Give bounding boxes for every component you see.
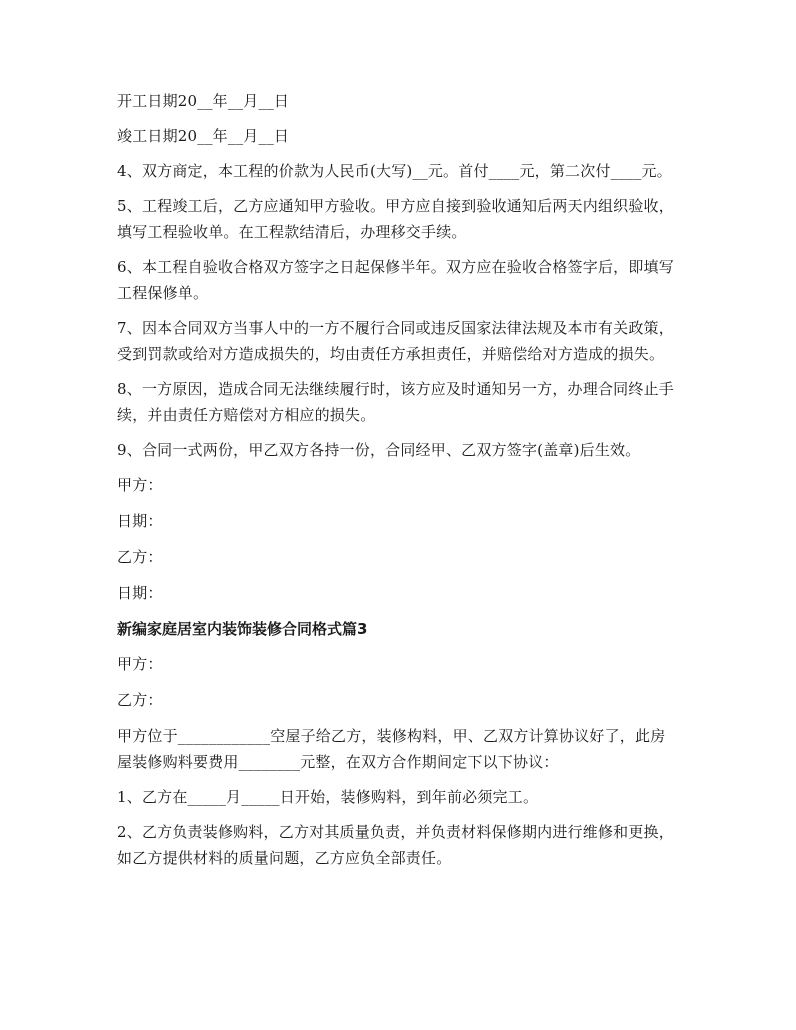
section-party-b-label: 乙方： bbox=[117, 691, 163, 709]
section-party-a-label: 甲方： bbox=[117, 655, 163, 673]
clause-7: 7、因本合同双方当事人中的一方不履行合同或违反国家法律法规及本市有关政策，受到罚款或给对方造成损失的，均由责任方承担责任，并赔偿给对方造成的损失。 bbox=[117, 319, 674, 363]
party-b-label: 乙方： bbox=[117, 548, 163, 566]
clause-5: 5、工程竣工后，乙方应通知甲方验收。甲方应自接到验收通知后两天内组织验收，填写工程验收单。在工程款结清后，办理移交手续。 bbox=[117, 197, 674, 241]
start-date-line: 开工日期20__年__月__日 bbox=[117, 92, 290, 110]
section-heading: 新编家庭居室内装饰装修合同格式篇3 bbox=[117, 620, 368, 638]
clause-6: 6、本工程自验收合格双方签字之日起保修半年。双方应在验收合格签字后，即填写工程保修单。 bbox=[117, 258, 674, 302]
section-preamble: 甲方位于____________空屋子给乙方，装修构料，甲、乙双方计算协议好了，此房屋装修购料要费用________元整，在双方合作期间定下以下协议： bbox=[117, 727, 666, 771]
clause-9: 9、合同一式两份，甲乙双方各持一份，合同经甲、乙双方签字(盖章)后生效。 bbox=[117, 441, 641, 459]
clause-8: 8、一方原因，造成合同无法继续履行时，该方应及时通知另一方，办理合同终止手续，并由责任方赔偿对方相应的损失。 bbox=[117, 380, 674, 424]
party-a-date-label: 日期： bbox=[117, 512, 163, 530]
section-clause-2: 2、乙方负责装修购料，乙方对其质量负责，并负责材料保修期内进行维修和更换，如乙方提供材料的质量问题，乙方应负全部责任。 bbox=[117, 823, 674, 867]
completion-date-line: 竣工日期20__年__月__日 bbox=[117, 127, 290, 145]
clause-4: 4、双方商定，本工程的价款为人民币(大写)__元。首付____元，第二次付____元。 bbox=[117, 162, 672, 180]
contract-page bbox=[117, 88, 677, 880]
section-clause-1: 1、乙方在_____月_____日开始，装修购料，到年前必须完工。 bbox=[117, 788, 539, 806]
party-b-date-label: 日期： bbox=[117, 584, 163, 602]
party-a-label: 甲方： bbox=[117, 476, 163, 494]
